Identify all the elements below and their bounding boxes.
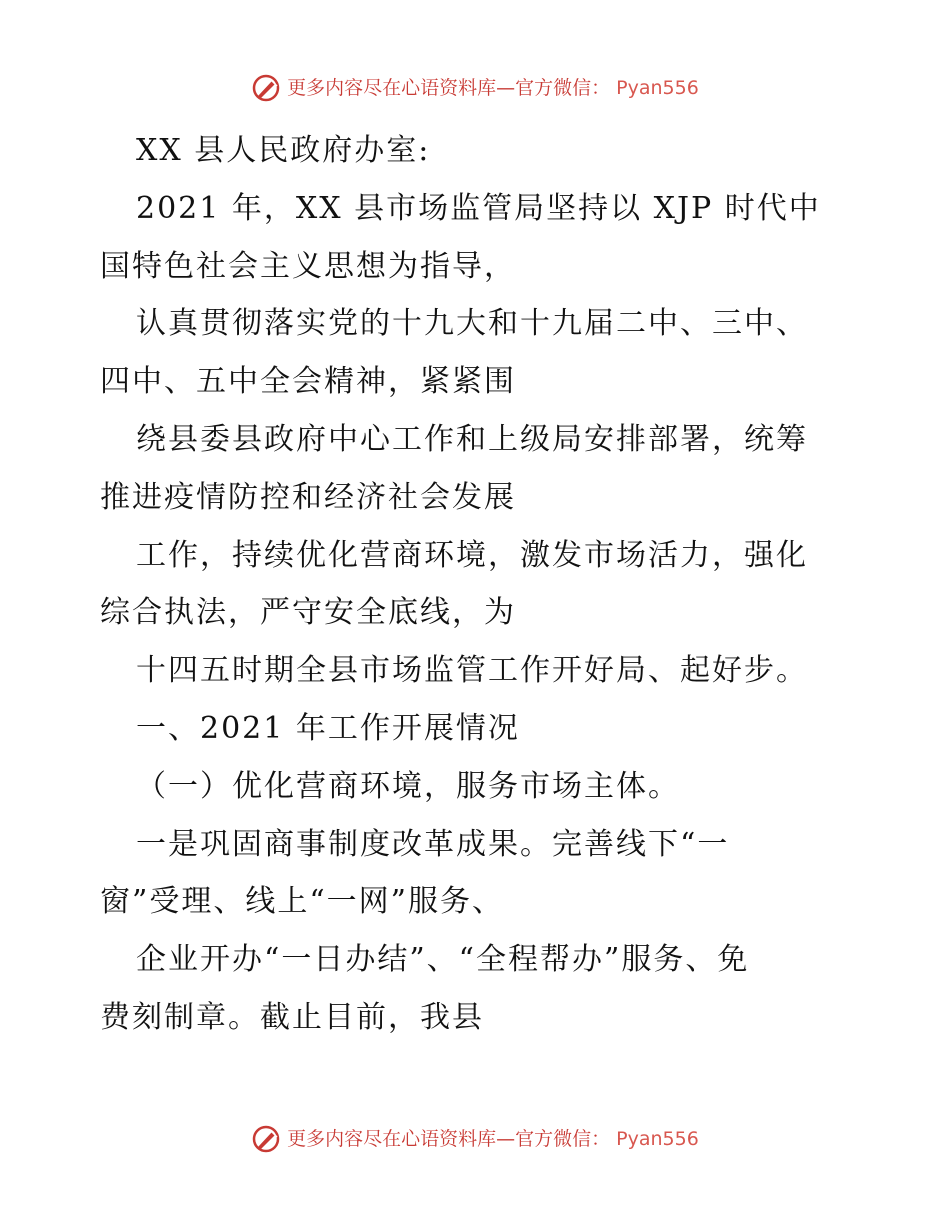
paragraph-line: 费刻制章。截止目前，我县 bbox=[100, 999, 484, 1035]
paragraph-line: 国特色社会主义思想为指导， bbox=[100, 248, 516, 284]
paragraph-line: 工作，持续优化营商环境，激发市场活力，强化 bbox=[136, 537, 808, 573]
paragraph-line: 绕县委县政府中心工作和上级局安排部署，统筹 bbox=[136, 421, 808, 457]
watermark-handle: Pyan556 bbox=[616, 77, 699, 99]
watermark-handle: Pyan556 bbox=[616, 1128, 699, 1150]
quill-logo-icon bbox=[251, 73, 281, 103]
paragraph-line: 企业开办“一日办结”、“全程帮办”服务、免 bbox=[136, 942, 750, 978]
watermark-text: 更多内容尽在心语资料库—官方微信： bbox=[287, 1128, 611, 1150]
watermark-text: 更多内容尽在心语资料库—官方微信： bbox=[287, 77, 611, 99]
paragraph-line: 2021 年，XX 县市场监管局坚持以 XJP 时代中 bbox=[136, 190, 821, 226]
paragraph-line: 十四五时期全县市场监管工作开好局、起好步。 bbox=[136, 653, 808, 689]
paragraph-line: 一是巩固商事制度改革成果。完善线下“一 bbox=[136, 826, 730, 862]
paragraph-line: 推进疫情防控和经济社会发展 bbox=[100, 479, 516, 515]
footer-watermark bbox=[0, 1124, 950, 1154]
subsection-heading: （一）优化营商环境，服务市场主体。 bbox=[136, 768, 680, 804]
salutation-line: XX 县人民政府办室: bbox=[136, 133, 431, 168]
paragraph-line: 综合执法，严守安全底线，为 bbox=[100, 595, 516, 631]
paragraph-line: 四中、五中全会精神，紧紧围 bbox=[100, 364, 516, 400]
paragraph-line: 认真贯彻落实党的十九大和十九届二中、三中、 bbox=[136, 306, 808, 342]
section-heading: 一、2021 年工作开展情况 bbox=[136, 710, 520, 746]
document-body bbox=[100, 122, 860, 1047]
quill-logo-icon bbox=[251, 1124, 281, 1154]
paragraph-line: 窗”受理、线上“一网”服务、 bbox=[100, 884, 505, 920]
header-watermark bbox=[0, 73, 950, 103]
